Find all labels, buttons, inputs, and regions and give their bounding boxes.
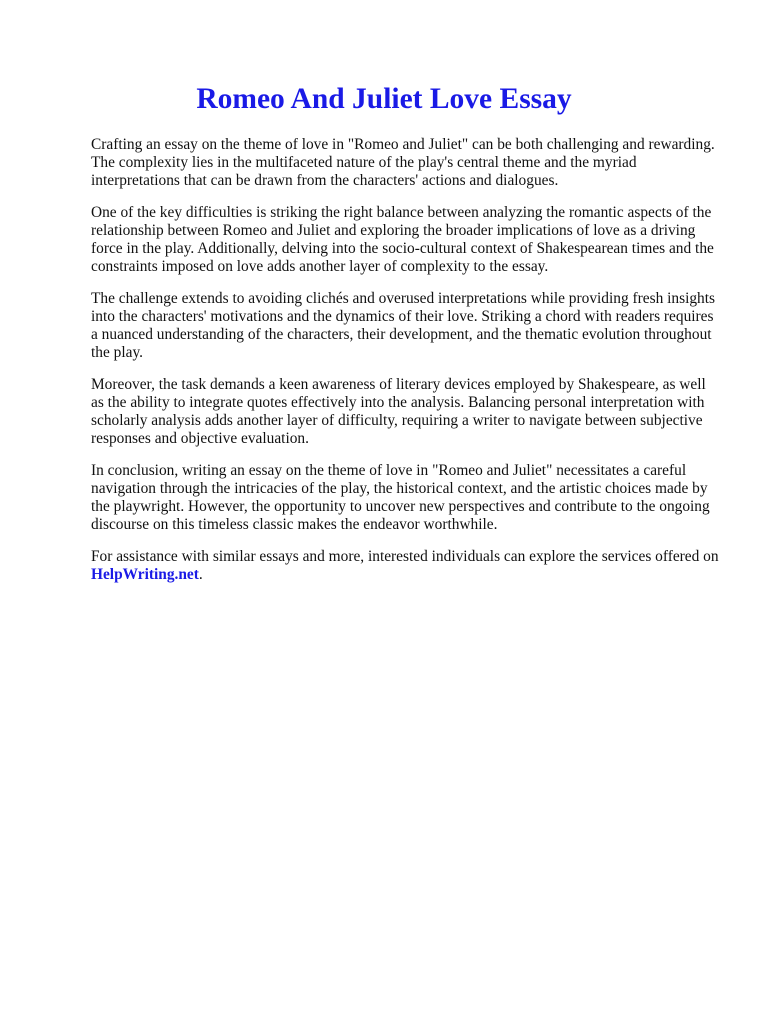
closing-text: For assistance with similar essays and more, interested individuals can explore the services offered on bbox=[91, 548, 719, 565]
paragraph-difficulties: One of the key difficulties is striking the right balance between analyzing the romantic aspects of the relationship between Romeo and Juliet and exploring the broader implications of love as a driving force in the play. Additionally, delving into the socio-cultural context of Shakespearean times and the constraints imposed on love adds another layer of complexity to the essay. bbox=[91, 204, 714, 275]
paragraph-literary-devices: Moreover, the task demands a keen awareness of literary devices employed by Shakespeare, as well as the ability to integrate quotes effectively into the analysis. Balancing personal interpretation with scholarly analysis adds another layer of difficulty, requiring a writer to navigate between subjective responses and objective evaluation. bbox=[91, 376, 706, 447]
page-title: Romeo And Juliet Love Essay bbox=[196, 83, 572, 115]
paragraph-closing bbox=[91, 548, 722, 584]
closing-suffix: . bbox=[198, 566, 203, 583]
paragraph-conclusion: In conclusion, writing an essay on the theme of love in "Romeo and Juliet" necessitates a careful navigation through the intricacies of the play, the historical context, and the artistic choices made by the playwright. However, the opportunity to uncover new perspectives and contribute to the ongoing discourse on this timeless classic makes the endeavor worthwhile. bbox=[91, 462, 710, 533]
paragraph-intro: Crafting an essay on the theme of love in "Romeo and Juliet" can be both challenging and rewarding. The complexity lies in the multifaceted nature of the play's central theme and the myriad interpretations that can be drawn from the characters' actions and dialogues. bbox=[91, 136, 715, 189]
paragraph-challenge: The challenge extends to avoiding clichés and overused interpretations while providing fresh insights into the characters' motivations and the dynamics of their love. Striking a chord with readers requires a nuanced understanding of the characters, their development, and the thematic evolution throughout the play. bbox=[91, 290, 716, 361]
helpwriting-link[interactable]: HelpWriting.net bbox=[91, 566, 199, 583]
